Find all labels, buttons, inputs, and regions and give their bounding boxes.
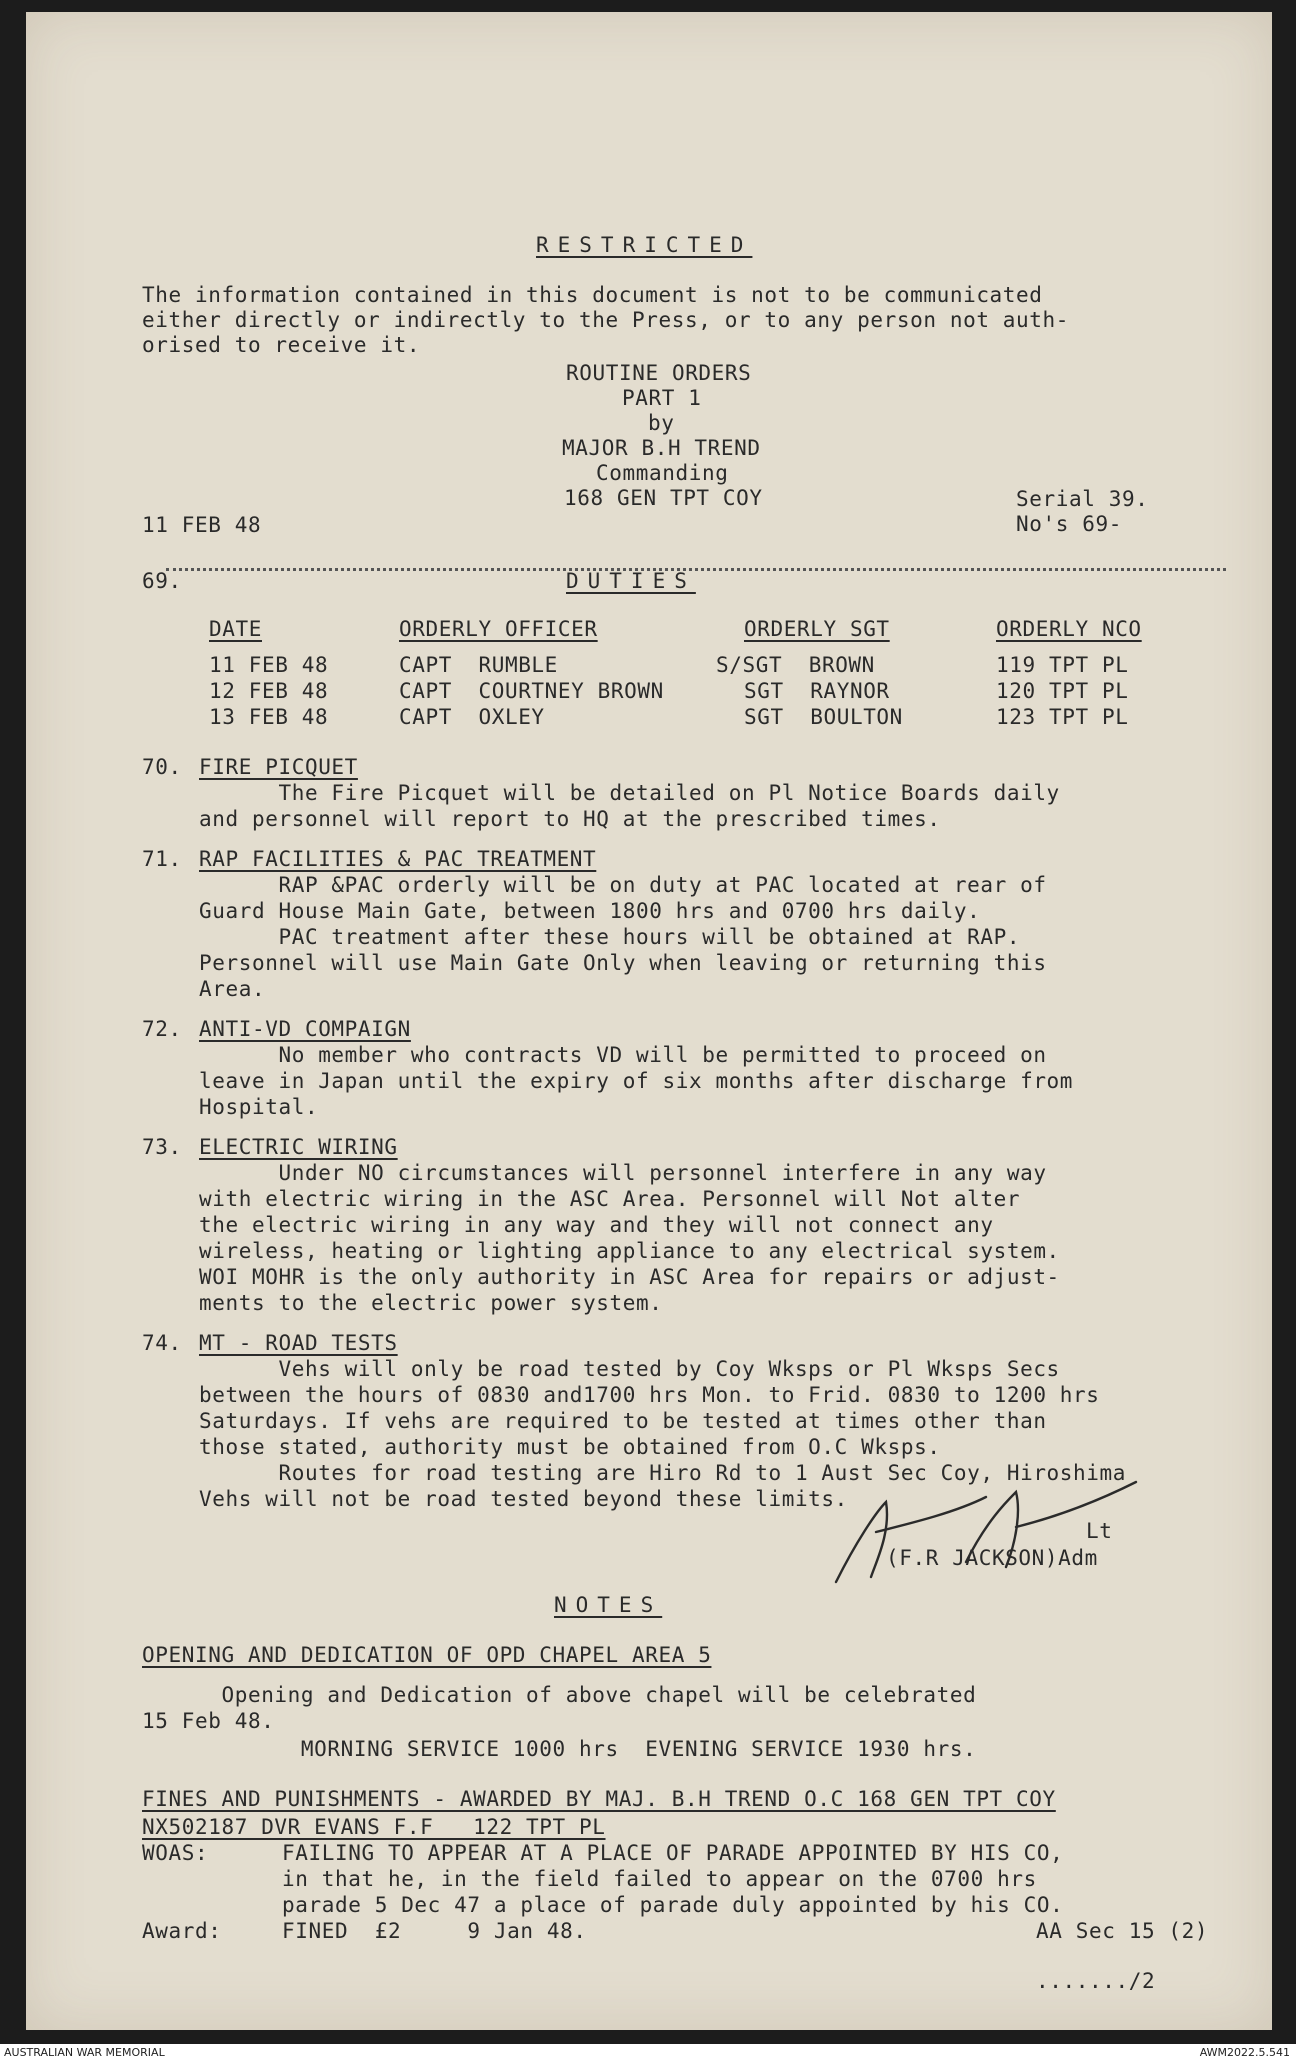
item-number: 74. [142,1331,182,1355]
item-text-line: wireless, heating or lighting appliance to any electrical system. [199,1239,1060,1263]
title-line: by [648,411,675,435]
signatory-rank: Lt [1086,1519,1113,1543]
item-text-line: leave in Japan until the expiry of six months after discharge from [199,1069,1074,1093]
item-text-line: and personnel will report to HQ at the prescribed times. [199,807,941,831]
woas-text-line: FAILING TO APPEAR AT A PLACE OF PARADE APPOINTED BY HIS CO, [282,1841,1064,1865]
item-text-line: ments to the electric power system. [199,1291,663,1315]
notes-heading: NOTES [554,1593,663,1617]
item-heading: ANTI-VD COMPAIGN [199,1017,411,1041]
woas-text-line: in that he, in the field failed to appear on the 0700 hrs [282,1867,1037,1891]
notice-line: either directly or indirectly to the Press, or to any person not auth- [142,308,1070,332]
chapel-text-line: 15 Feb 48. [142,1709,275,1733]
item-number: 72. [142,1017,182,1041]
archive-reference: AWM2022.5.541 [1199,2046,1290,2059]
item-text-line: the electric wiring in any way and they will not connect any [199,1213,994,1237]
item-text-line: Saturdays. If vehs are required to be tested at times other than [199,1409,1047,1433]
title-line: Commanding [596,461,729,485]
duty-officer: CAPT COURTNEY BROWN [399,679,664,703]
serial-number: Serial 39. [1016,487,1149,511]
item-text-line: those stated, authority must be obtained from O.C Wksps. [199,1435,941,1459]
notice-line: The information contained in this document is not to be communicated [142,283,1043,307]
archive-name: AUSTRALIAN WAR MEMORIAL [4,2046,165,2059]
item-text-line: Guard House Main Gate, between 1800 hrs and 0700 hrs daily. [199,899,981,923]
duty-date: 12 FEB 48 [209,679,329,703]
order-date: 11 FEB 48 [142,513,262,537]
item-number: 73. [142,1135,182,1159]
item-text-line: The Fire Picquet will be detailed on Pl Notice Boards daily [199,781,1060,805]
chapel-text-line: Opening and Dedication of above chapel will be celebrated [142,1683,977,1707]
item-text-line: Vehs will only be road tested by Coy Wksps or Pl Wksps Secs [199,1357,1060,1381]
duty-nco: 123 TPT PL [996,705,1129,729]
chapel-text-line: MORNING SERVICE 1000 hrs EVENING SERVICE 1930 hrs. [142,1737,977,1761]
item-heading: RAP FACILITIES & PAC TREATMENT [199,847,597,871]
title-line: 168 GEN TPT COY [564,486,763,510]
item-heading: ELECTRIC WIRING [199,1135,398,1159]
order-numbers: No's 69- [1016,512,1122,536]
item-text-line: Area. [199,977,266,1001]
duty-sgt: S/SGT BROWN [716,653,875,677]
duties-column-header: DATE [209,617,262,641]
notice-line: orised to receive it. [142,333,421,357]
document-page [26,12,1272,2030]
item-text-line: No member who contracts VD will be permitted to proceed on [199,1043,1047,1067]
separator-dots [166,568,1226,571]
award-value: FINED £2 9 Jan 48. [282,1919,587,1943]
item-text-line: RAP &PAC orderly will be on duty at PAC located at rear of [199,873,1047,897]
duties-column-header: ORDERLY SGT [744,617,890,641]
page-continuation-marker: ......./2 [1036,1969,1156,1993]
duty-officer: CAPT RUMBLE [399,653,558,677]
item-text-line: WOI MOHR is the only authority in ASC Area for repairs or adjust- [199,1265,1060,1289]
fines-heading: FINES AND PUNISHMENTS - AWARDED BY MAJ. B.H TREND O.C 168 GEN TPT COY [142,1787,1056,1811]
signatory-name: (F.R JACKSON)Adm [886,1546,1098,1570]
award-label: Award: [142,1919,222,1943]
item-number: 70. [142,755,182,779]
item-text-line: between the hours of 0830 and1700 hrs Mon. to Frid. 0830 to 1200 hrs [199,1383,1100,1407]
woas-text-line: parade 5 Dec 47 a place of parade duly appointed by his CO. [282,1893,1064,1917]
archive-footer [0,2044,1296,2061]
duty-date: 13 FEB 48 [209,705,329,729]
item-text-line: Hospital. [199,1095,319,1119]
item-heading: FIRE PICQUET [199,755,358,779]
title-line: PART 1 [622,386,702,410]
item-number: 71. [142,847,182,871]
duty-sgt: SGT RAYNOR [744,679,890,703]
duty-nco: 120 TPT PL [996,679,1129,703]
item-text-line: Under NO circumstances will personnel interfere in any way [199,1161,1047,1185]
award-section: AA Sec 15 (2) [1036,1919,1209,1943]
item-text-line: Personnel will use Main Gate Only when leaving or returning this [199,951,1047,975]
title-line: MAJOR B.H TREND [562,436,761,460]
item-heading: MT - ROAD TESTS [199,1331,398,1355]
classification-heading: RESTRICTED [536,233,753,257]
chapel-heading: OPENING AND DEDICATION OF OPD CHAPEL AREA 5 [142,1643,712,1667]
title-line: ROUTINE ORDERS [566,361,752,385]
soldier-details: NX502187 DVR EVANS F.F 122 TPT PL [142,1815,606,1839]
duty-officer: CAPT OXLEY [399,705,545,729]
duties-column-header: ORDERLY NCO [996,617,1142,641]
duties-heading: DUTIES [566,569,696,593]
duty-date: 11 FEB 48 [209,653,329,677]
item-text-line: PAC treatment after these hours will be obtained at RAP. [199,925,1021,949]
item-text-line: Vehs will not be road tested beyond these limits. [199,1487,848,1511]
item-number: 69. [142,569,182,593]
woas-label: WOAS: [142,1841,209,1865]
duty-nco: 119 TPT PL [996,653,1129,677]
duties-column-header: ORDERLY OFFICER [399,617,598,641]
item-text-line: Routes for road testing are Hiro Rd to 1 Aust Sec Coy, Hiroshima [199,1461,1127,1485]
duty-sgt: SGT BOULTON [744,705,903,729]
item-text-line: with electric wiring in the ASC Area. Personnel will Not alter [199,1187,1021,1211]
